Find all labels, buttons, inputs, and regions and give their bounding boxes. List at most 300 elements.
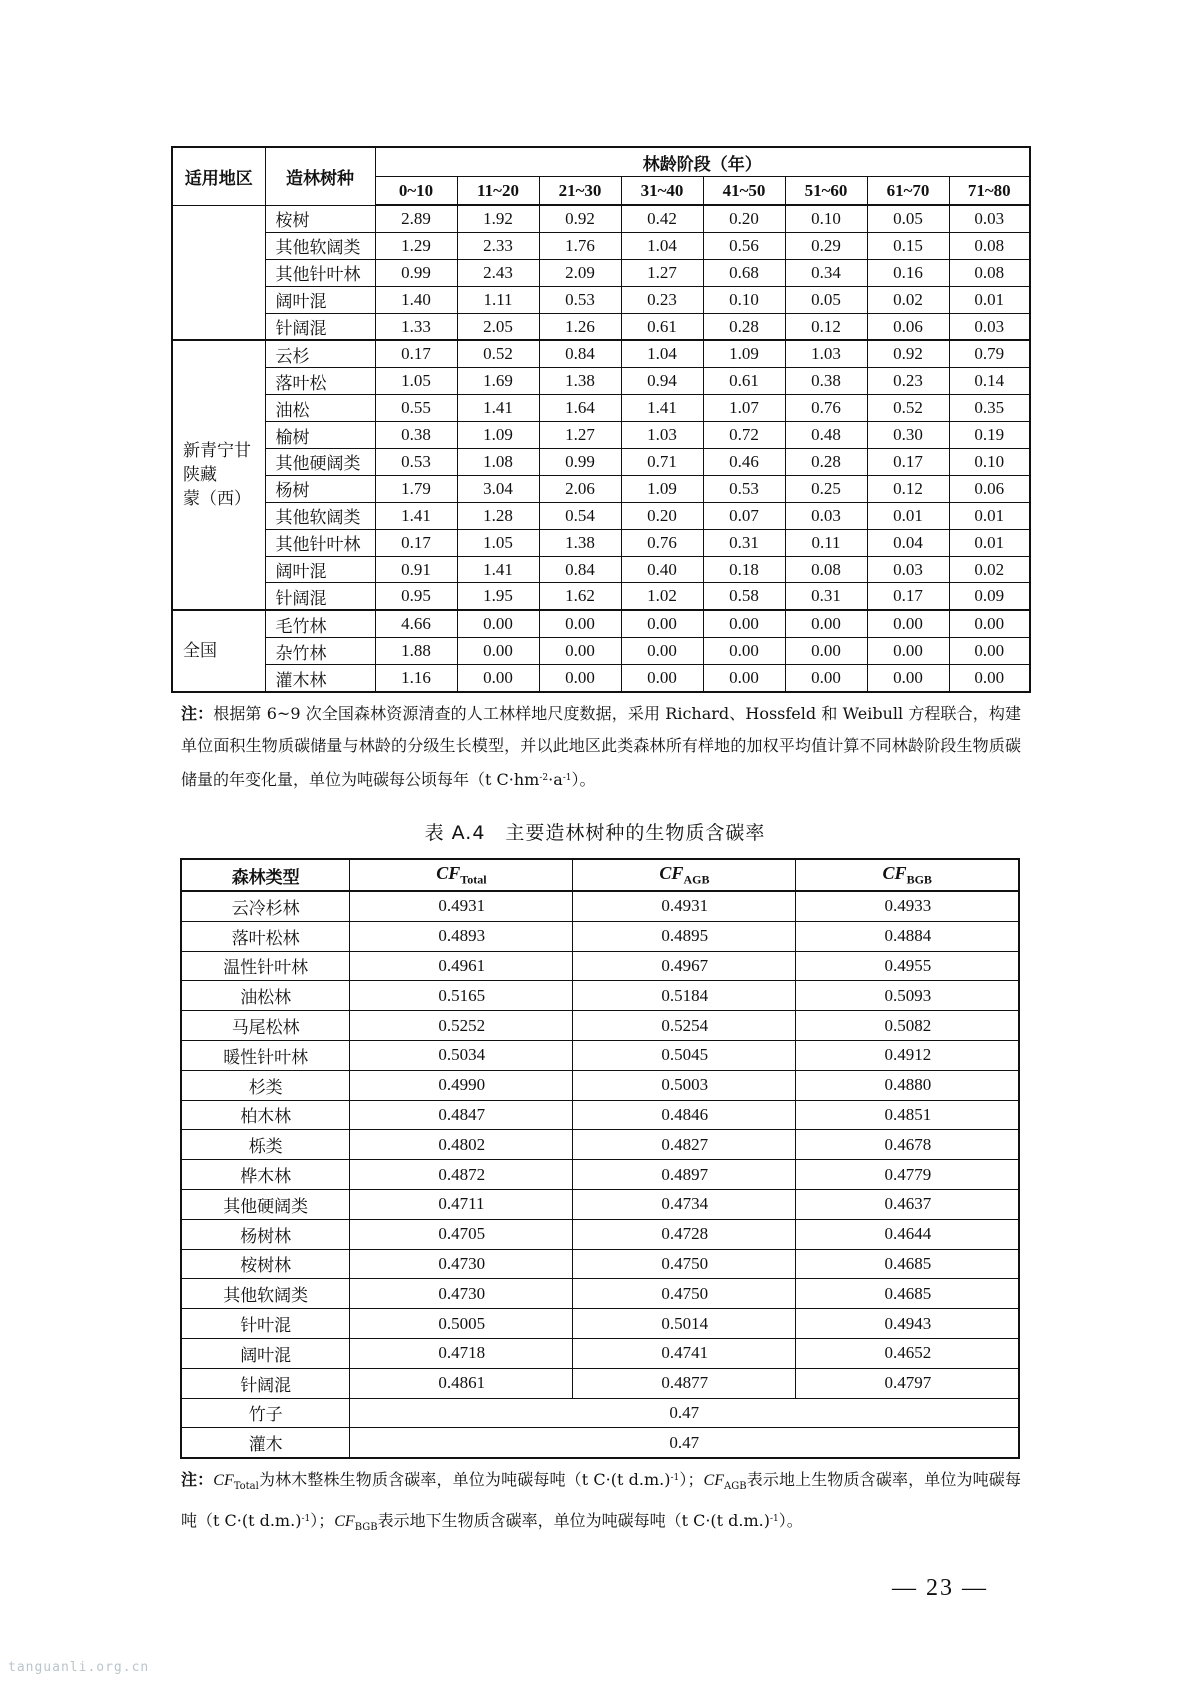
cf-total-cell: 0.4730 xyxy=(350,1279,573,1309)
value-cell: 0.28 xyxy=(703,313,785,340)
value-cell: 0.10 xyxy=(703,286,785,313)
value-cell: 1.40 xyxy=(375,286,457,313)
type-cell: 针阔混 xyxy=(181,1368,350,1398)
value-cell: 0.17 xyxy=(375,529,457,556)
watermark: tanguanli.org.cn xyxy=(8,1660,150,1675)
type-cell: 针叶混 xyxy=(181,1309,350,1339)
region-group xyxy=(172,610,1030,692)
value-cell: 0.20 xyxy=(621,502,703,529)
value-cell: 1.27 xyxy=(539,422,621,449)
table-row xyxy=(181,951,1019,981)
value-cell: 0.76 xyxy=(785,395,867,422)
species-cell: 杂竹林 xyxy=(265,638,375,665)
cf-total-cell: 0.4990 xyxy=(350,1070,573,1100)
value-cell: 0.00 xyxy=(539,610,621,637)
cf-agb-cell: 0.5045 xyxy=(573,1040,796,1070)
region-cell: 全国 xyxy=(172,610,265,692)
region-cell xyxy=(172,340,265,610)
merged-value-cell: 0.47 xyxy=(350,1428,1019,1458)
value-cell: 0.00 xyxy=(621,638,703,665)
value-cell: 1.26 xyxy=(539,313,621,340)
type-cell: 阔叶混 xyxy=(181,1338,350,1368)
table-row xyxy=(172,422,1030,449)
value-cell: 0.11 xyxy=(785,529,867,556)
species-cell: 油松 xyxy=(265,395,375,422)
header-cf-agb: $CF_{AGB}$ xyxy=(573,859,796,891)
value-cell: 0.12 xyxy=(785,313,867,340)
value-cell: 0.02 xyxy=(867,286,949,313)
cf-symbol: CF xyxy=(334,1513,355,1531)
value-cell: 0.48 xyxy=(785,422,867,449)
value-cell: 1.09 xyxy=(457,422,539,449)
header-age-6: 51~60 xyxy=(785,177,867,206)
value-cell: 0.00 xyxy=(949,610,1030,637)
value-cell: 1.95 xyxy=(457,583,539,610)
note-text: ）； xyxy=(679,1470,704,1489)
type-cell: 杉类 xyxy=(181,1070,350,1100)
value-cell: 0.55 xyxy=(375,395,457,422)
table-a4-title: 表 A.4 主要造林树种的生物质含碳率 xyxy=(424,822,766,844)
value-cell: 2.33 xyxy=(457,232,539,259)
value-cell: 0.00 xyxy=(785,638,867,665)
table-row xyxy=(181,1338,1019,1368)
value-cell: 0.04 xyxy=(867,529,949,556)
cf-agb-cell: 0.5014 xyxy=(573,1309,796,1339)
value-cell: 3.04 xyxy=(457,475,539,502)
value-cell: 0.00 xyxy=(867,665,949,692)
cf-subscript: BGB xyxy=(354,1522,378,1534)
table-row xyxy=(181,1130,1019,1160)
value-cell: 0.17 xyxy=(375,340,457,367)
cf-agb-cell: 0.4931 xyxy=(573,891,796,921)
table-row xyxy=(172,583,1030,610)
species-cell: 榆树 xyxy=(265,422,375,449)
value-cell: 0.53 xyxy=(539,286,621,313)
cf-bgb-cell: 0.4943 xyxy=(796,1309,1019,1339)
value-cell: 1.38 xyxy=(539,529,621,556)
cf-bgb-cell: 0.4685 xyxy=(796,1249,1019,1279)
cf-total-cell: 0.4730 xyxy=(350,1249,573,1279)
species-cell: 其他针叶林 xyxy=(265,259,375,286)
cf-bgb-cell: 0.4912 xyxy=(796,1040,1019,1070)
value-cell: 1.07 xyxy=(703,395,785,422)
value-cell: 0.61 xyxy=(621,313,703,340)
value-cell: 0.02 xyxy=(949,556,1030,583)
value-cell: 0.01 xyxy=(949,286,1030,313)
cf-bgb-cell: 0.4779 xyxy=(796,1160,1019,1190)
cf-agb-cell: 0.4897 xyxy=(573,1160,796,1190)
value-cell: 0.03 xyxy=(867,556,949,583)
table-row xyxy=(172,286,1030,313)
value-cell: 0.05 xyxy=(785,286,867,313)
value-cell: 0.31 xyxy=(785,583,867,610)
table-a3-note xyxy=(181,698,1021,796)
table-row xyxy=(172,340,1030,367)
value-cell: 0.30 xyxy=(867,422,949,449)
value-cell: 0.00 xyxy=(785,610,867,637)
cf-bgb-cell: 0.4637 xyxy=(796,1189,1019,1219)
unit-text: ·a xyxy=(548,770,563,789)
value-cell: 0.34 xyxy=(785,259,867,286)
species-cell: 灌木林 xyxy=(265,665,375,692)
species-cell: 阔叶混 xyxy=(265,556,375,583)
value-cell: 1.09 xyxy=(703,340,785,367)
header-age-8: 71~80 xyxy=(949,177,1030,206)
value-cell: 1.03 xyxy=(621,422,703,449)
cf-bgb-cell: 0.5093 xyxy=(796,981,1019,1011)
value-cell: 0.15 xyxy=(867,232,949,259)
value-cell: 0.94 xyxy=(621,368,703,395)
value-cell: 0.00 xyxy=(703,665,785,692)
value-cell: 0.95 xyxy=(375,583,457,610)
value-cell: 1.88 xyxy=(375,638,457,665)
note-text: 表示地上生物质含碳率，单位为吨碳每吨（t C·(t d.m.) xyxy=(181,1470,1021,1531)
cf-total-cell: 0.4961 xyxy=(350,951,573,981)
table-row xyxy=(172,556,1030,583)
value-cell: 0.31 xyxy=(703,529,785,556)
cf-subscript: AGB xyxy=(724,1481,747,1493)
species-cell: 落叶松 xyxy=(265,368,375,395)
value-cell: 1.76 xyxy=(539,232,621,259)
table-row xyxy=(181,1309,1019,1339)
page-number: — 23 — xyxy=(892,1575,988,1601)
table-row xyxy=(181,1070,1019,1100)
value-cell: 2.06 xyxy=(539,475,621,502)
type-cell: 灌木 xyxy=(181,1428,350,1458)
value-cell: 0.68 xyxy=(703,259,785,286)
type-cell: 桉树林 xyxy=(181,1249,350,1279)
value-cell: 0.18 xyxy=(703,556,785,583)
value-cell: 1.28 xyxy=(457,502,539,529)
type-cell: 油松林 xyxy=(181,981,350,1011)
header-age-7: 61~70 xyxy=(867,177,949,206)
region-line: 陕藏 xyxy=(183,465,217,486)
table-row xyxy=(181,1011,1019,1041)
table-row xyxy=(181,921,1019,951)
species-cell: 桉树 xyxy=(265,205,375,232)
value-cell: 0.91 xyxy=(375,556,457,583)
value-cell: 0.84 xyxy=(539,340,621,367)
cf-total-cell: 0.4861 xyxy=(350,1368,573,1398)
cf-agb-cell: 0.4827 xyxy=(573,1130,796,1160)
type-cell: 马尾松林 xyxy=(181,1011,350,1041)
header-age-1: 0~10 xyxy=(375,177,457,206)
value-cell: 0.79 xyxy=(949,340,1030,367)
merged-value-cell: 0.47 xyxy=(350,1398,1019,1428)
cf-agb-cell: 0.4734 xyxy=(573,1189,796,1219)
value-cell: 0.16 xyxy=(867,259,949,286)
cf-total-cell: 0.4847 xyxy=(350,1100,573,1130)
cf-total-cell: 0.4711 xyxy=(350,1189,573,1219)
value-cell: 1.41 xyxy=(457,556,539,583)
cf-bgb-cell: 0.4955 xyxy=(796,951,1019,981)
unit-text: ）。 xyxy=(571,770,596,789)
table-row xyxy=(181,1249,1019,1279)
table-header xyxy=(172,147,1030,205)
table-a4-note xyxy=(181,1462,1021,1544)
value-cell: 0.14 xyxy=(949,368,1030,395)
value-cell: 0.00 xyxy=(457,610,539,637)
value-cell: 1.62 xyxy=(539,583,621,610)
value-cell: 1.33 xyxy=(375,313,457,340)
table-header xyxy=(181,859,1019,891)
note-label: 注： xyxy=(181,1470,214,1489)
type-cell: 其他硬阔类 xyxy=(181,1189,350,1219)
region-group xyxy=(172,205,1030,340)
cf-bgb-cell: 0.4644 xyxy=(796,1219,1019,1249)
value-cell: 0.53 xyxy=(703,475,785,502)
header-age-2: 11~20 xyxy=(457,177,539,206)
table-row xyxy=(172,502,1030,529)
type-cell: 暖性针叶林 xyxy=(181,1040,350,1070)
value-cell: 0.71 xyxy=(621,449,703,476)
note-text: 根据第 6~9 次全国森林资源清查的人工林样地尺度数据，采用 Richard、Hossfeld 和 Weibull 方程联合，构建单位面积生物质碳储量与林龄的分级生长模型，并以此地区此类森林所有样地的加权平均值计算不同林龄阶段生物质碳储量的年变化量，单位为吨碳每公顷每年（t C·hm xyxy=(181,704,1021,789)
value-cell: 0.09 xyxy=(949,583,1030,610)
header-age-3: 21~30 xyxy=(539,177,621,206)
table-row xyxy=(181,1160,1019,1190)
value-cell: 0.08 xyxy=(949,259,1030,286)
type-cell: 柏木林 xyxy=(181,1100,350,1130)
value-cell: 0.10 xyxy=(785,205,867,232)
cf-bgb-cell: 0.4884 xyxy=(796,921,1019,951)
value-cell: 2.89 xyxy=(375,205,457,232)
value-cell: 0.99 xyxy=(375,259,457,286)
value-cell: 0.52 xyxy=(457,340,539,367)
cf-bgb-cell: 0.4851 xyxy=(796,1100,1019,1130)
value-cell: 1.02 xyxy=(621,583,703,610)
value-cell: 0.01 xyxy=(949,529,1030,556)
cf-total-cell: 0.5165 xyxy=(350,981,573,1011)
cf-agb-cell: 0.4895 xyxy=(573,921,796,951)
cf-total-cell: 0.4931 xyxy=(350,891,573,921)
species-cell: 其他软阔类 xyxy=(265,502,375,529)
cf-agb-cell: 0.4750 xyxy=(573,1279,796,1309)
header-region: 适用地区 xyxy=(172,147,265,205)
unit-superscript: -1 xyxy=(301,1514,311,1525)
cf-total-cell: 0.4802 xyxy=(350,1130,573,1160)
cf-total-cell: 0.4893 xyxy=(350,921,573,951)
header-age-5: 41~50 xyxy=(703,177,785,206)
note-label: 注： xyxy=(181,704,214,723)
value-cell: 0.06 xyxy=(949,475,1030,502)
value-cell: 0.23 xyxy=(867,368,949,395)
note-text: ）。 xyxy=(778,1511,803,1531)
species-cell: 针阔混 xyxy=(265,583,375,610)
species-cell: 其他针叶林 xyxy=(265,529,375,556)
table-row xyxy=(181,1428,1019,1458)
value-cell: 0.54 xyxy=(539,502,621,529)
value-cell: 2.43 xyxy=(457,259,539,286)
value-cell: 0.03 xyxy=(949,205,1030,232)
value-cell: 1.41 xyxy=(375,502,457,529)
carbon-increment-table xyxy=(171,146,1031,693)
value-cell: 0.38 xyxy=(375,422,457,449)
unit-superscript: -1 xyxy=(562,773,572,783)
cf-agb-cell: 0.4750 xyxy=(573,1249,796,1279)
value-cell: 0.99 xyxy=(539,449,621,476)
species-cell: 阔叶混 xyxy=(265,286,375,313)
table-row xyxy=(172,232,1030,259)
value-cell: 0.06 xyxy=(867,313,949,340)
value-cell: 2.05 xyxy=(457,313,539,340)
table-row xyxy=(181,1219,1019,1249)
value-cell: 0.28 xyxy=(785,449,867,476)
value-cell: 0.08 xyxy=(949,232,1030,259)
cf-agb-cell: 0.4728 xyxy=(573,1219,796,1249)
type-cell: 杨树林 xyxy=(181,1219,350,1249)
value-cell: 0.00 xyxy=(539,665,621,692)
value-cell: 0.72 xyxy=(703,422,785,449)
value-cell: 0.20 xyxy=(703,205,785,232)
value-cell: 0.00 xyxy=(539,638,621,665)
header-cf-total: $CF_{Total}$ xyxy=(350,859,573,891)
type-cell: 云冷杉林 xyxy=(181,891,350,921)
table-row xyxy=(181,1189,1019,1219)
value-cell: 0.23 xyxy=(621,286,703,313)
value-cell: 0.61 xyxy=(703,368,785,395)
value-cell: 0.00 xyxy=(949,638,1030,665)
type-cell: 竹子 xyxy=(181,1398,350,1428)
carbon-fraction-table xyxy=(180,858,1020,1459)
value-cell: 2.09 xyxy=(539,259,621,286)
type-cell: 桦木林 xyxy=(181,1160,350,1190)
unit-superscript: -1 xyxy=(770,1514,779,1525)
cf-bgb-cell: 0.5082 xyxy=(796,1011,1019,1041)
value-cell: 0.38 xyxy=(785,368,867,395)
value-cell: 0.00 xyxy=(703,638,785,665)
region-group xyxy=(172,340,1030,610)
value-cell: 0.92 xyxy=(867,340,949,367)
value-cell: 0.00 xyxy=(621,665,703,692)
type-cell: 落叶松林 xyxy=(181,921,350,951)
species-cell: 毛竹林 xyxy=(265,610,375,637)
value-cell: 0.92 xyxy=(539,205,621,232)
table-row xyxy=(181,891,1019,921)
cf-bgb-cell: 0.4880 xyxy=(796,1070,1019,1100)
unit-superscript: -2 xyxy=(539,773,549,783)
value-cell: 1.11 xyxy=(457,286,539,313)
value-cell: 0.52 xyxy=(867,395,949,422)
type-cell: 温性针叶林 xyxy=(181,951,350,981)
cf-agb-cell: 0.4846 xyxy=(573,1100,796,1130)
cf-total-cell: 0.5252 xyxy=(350,1011,573,1041)
table-row xyxy=(172,610,1030,637)
value-cell: 0.00 xyxy=(457,638,539,665)
cf-total-cell: 0.4705 xyxy=(350,1219,573,1249)
note-text: ）； xyxy=(310,1511,335,1531)
table-row xyxy=(172,205,1030,232)
table-row xyxy=(181,1398,1019,1428)
value-cell: 0.08 xyxy=(785,556,867,583)
species-cell: 其他硬阔类 xyxy=(265,449,375,476)
cf-bgb-cell: 0.4652 xyxy=(796,1338,1019,1368)
header-age-group: 林龄阶段（年） xyxy=(375,147,1030,177)
value-cell: 0.76 xyxy=(621,529,703,556)
value-cell: 0.03 xyxy=(785,502,867,529)
species-cell: 其他软阔类 xyxy=(265,232,375,259)
region-line: 新青宁甘 xyxy=(183,441,251,462)
table-row xyxy=(172,313,1030,340)
table-row xyxy=(172,475,1030,502)
header-age-4: 31~40 xyxy=(621,177,703,206)
value-cell: 1.16 xyxy=(375,665,457,692)
value-cell: 0.10 xyxy=(949,449,1030,476)
cf-agb-cell: 0.4877 xyxy=(573,1368,796,1398)
value-cell: 1.05 xyxy=(375,368,457,395)
note-text: 为林木整株生物质含碳率，单位为吨碳每吨（t C·(t d.m.) xyxy=(258,1470,671,1489)
value-cell: 1.08 xyxy=(457,449,539,476)
value-cell: 0.46 xyxy=(703,449,785,476)
value-cell: 0.05 xyxy=(867,205,949,232)
cf-symbol: CF xyxy=(213,1472,234,1489)
cf-agb-cell: 0.5184 xyxy=(573,981,796,1011)
value-cell: 0.03 xyxy=(949,313,1030,340)
cf-total-cell: 0.5034 xyxy=(350,1040,573,1070)
value-cell: 0.58 xyxy=(703,583,785,610)
value-cell: 4.66 xyxy=(375,610,457,637)
cf-agb-cell: 0.5003 xyxy=(573,1070,796,1100)
value-cell: 0.40 xyxy=(621,556,703,583)
value-cell: 1.41 xyxy=(621,395,703,422)
value-cell: 1.41 xyxy=(457,395,539,422)
cf-total-cell: 0.5005 xyxy=(350,1309,573,1339)
table-row xyxy=(181,1100,1019,1130)
value-cell: 1.27 xyxy=(621,259,703,286)
table-row xyxy=(181,1279,1019,1309)
region-cell xyxy=(172,205,265,340)
value-cell: 0.12 xyxy=(867,475,949,502)
value-cell: 0.84 xyxy=(539,556,621,583)
value-cell: 0.01 xyxy=(949,502,1030,529)
header-cf-bgb: $CF_{BGB}$ xyxy=(796,859,1019,891)
type-cell: 其他软阔类 xyxy=(181,1279,350,1309)
value-cell: 0.00 xyxy=(703,610,785,637)
table-row xyxy=(181,981,1019,1011)
value-cell: 0.53 xyxy=(375,449,457,476)
value-cell: 1.09 xyxy=(621,475,703,502)
cf-total-cell: 0.4718 xyxy=(350,1338,573,1368)
value-cell: 0.29 xyxy=(785,232,867,259)
cf-total-cell: 0.4872 xyxy=(350,1160,573,1190)
cf-agb-cell: 0.4741 xyxy=(573,1338,796,1368)
table-row xyxy=(172,368,1030,395)
value-cell: 0.00 xyxy=(785,665,867,692)
header-forest-type: 森林类型 xyxy=(181,859,350,891)
table-row xyxy=(172,665,1030,692)
table-row xyxy=(181,1040,1019,1070)
value-cell: 0.07 xyxy=(703,502,785,529)
table-row xyxy=(181,1368,1019,1398)
value-cell: 1.03 xyxy=(785,340,867,367)
value-cell: 0.25 xyxy=(785,475,867,502)
value-cell: 0.42 xyxy=(621,205,703,232)
table-row xyxy=(172,395,1030,422)
cf-subscript: Total xyxy=(233,1481,259,1493)
value-cell: 0.01 xyxy=(867,502,949,529)
type-cell: 栎类 xyxy=(181,1130,350,1160)
cf-symbol: CF xyxy=(703,1472,724,1489)
value-cell: 0.00 xyxy=(457,665,539,692)
species-cell: 杨树 xyxy=(265,475,375,502)
table-row xyxy=(172,449,1030,476)
value-cell: 0.56 xyxy=(703,232,785,259)
species-cell: 云杉 xyxy=(265,340,375,367)
value-cell: 1.04 xyxy=(621,340,703,367)
value-cell: 0.00 xyxy=(949,665,1030,692)
species-cell: 针阔混 xyxy=(265,313,375,340)
value-cell: 1.64 xyxy=(539,395,621,422)
value-cell: 0.00 xyxy=(867,638,949,665)
